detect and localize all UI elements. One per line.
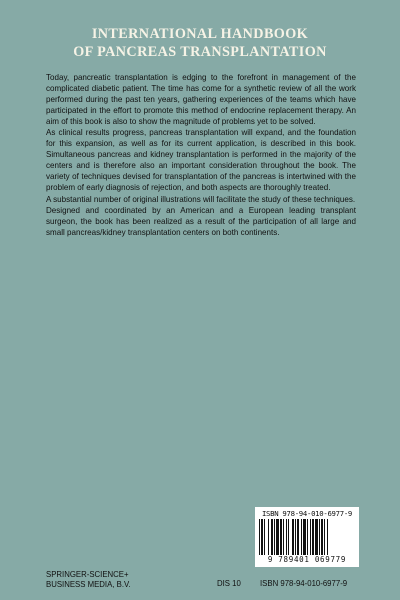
description xyxy=(46,72,356,238)
barcode-bar xyxy=(286,519,287,555)
barcode-bar xyxy=(271,519,273,555)
barcode-bars xyxy=(258,519,356,555)
barcode-bar xyxy=(321,519,323,555)
dis-code: DIS 10 xyxy=(217,579,241,588)
book-title-line-2: OF PANCREAS TRANSPLANTATION xyxy=(73,44,327,60)
barcode-isbn-label: ISBN 978-94-010-6977-9 xyxy=(261,509,353,518)
book-title-line-1: INTERNATIONAL HANDBOOK xyxy=(91,26,309,42)
paragraph-4: Designed and coordinated by an American and a European leading transplant surgeon, the book has been realized as a result of the participation of all large and small pancreas/kidney transplantation centers on both continents. xyxy=(46,205,356,237)
barcode-bar xyxy=(301,519,302,555)
barcode-bar xyxy=(276,519,279,555)
barcode-bar xyxy=(261,519,263,555)
barcode-bar xyxy=(264,519,265,555)
barcode-bar xyxy=(268,519,269,555)
barcode-bar xyxy=(307,519,308,555)
barcode-bar xyxy=(303,519,306,555)
barcode-bar xyxy=(295,519,296,555)
barcode-bar xyxy=(297,519,299,555)
barcode-bar xyxy=(315,519,318,555)
isbn-text: ISBN 978-94-010-6977-9 xyxy=(260,579,348,588)
barcode-bar xyxy=(280,519,282,555)
barcode-bar xyxy=(292,519,294,555)
barcode-bar xyxy=(319,519,320,555)
barcode-bar xyxy=(324,519,325,555)
barcode-bar xyxy=(274,519,275,555)
barcode-bar xyxy=(259,519,260,555)
barcode-bar xyxy=(283,519,284,555)
barcode-number: 9 789401 069779 xyxy=(267,555,347,564)
barcode-bar xyxy=(312,519,314,555)
publisher-line-2: BUSINESS MEDIA, B.V. xyxy=(46,580,131,589)
publisher-line-1: SPRINGER-SCIENCE+ xyxy=(46,570,129,579)
paragraph-1: Today, pancreatic transplantation is edging to the forefront in management of the complicated diabetic patient. The time has come for a synthetic review of all the work performed during the past ten years, gathering experiences of the teams which have participated in the effort to promote this method of endocrine replacement therapy. An aim of this book is also to show the magnitude of problems yet to be solved. xyxy=(46,73,356,127)
barcode xyxy=(255,507,359,567)
barcode-bar xyxy=(310,519,311,555)
barcode-bar xyxy=(327,519,328,555)
paragraph-3: A substantial number of original illustrations will facilitate the study of these techniques. xyxy=(46,194,356,204)
paragraph-2: As clinical results progress, pancreas transplantation will expand, and the foundation for this expansion, as well as for its current application, is described in this book. Simultaneous pancreas and kidney transplantation is performed in the majority of the centers and is therefore also an important consideration throughout the book. The variety of techniques devised for transplantation of the pancreas is intertwined with the problem of early diagnosis of rejection, and both aspects are thoroughly treated. xyxy=(46,128,356,193)
publisher xyxy=(46,570,131,590)
barcode-bar xyxy=(288,519,289,555)
